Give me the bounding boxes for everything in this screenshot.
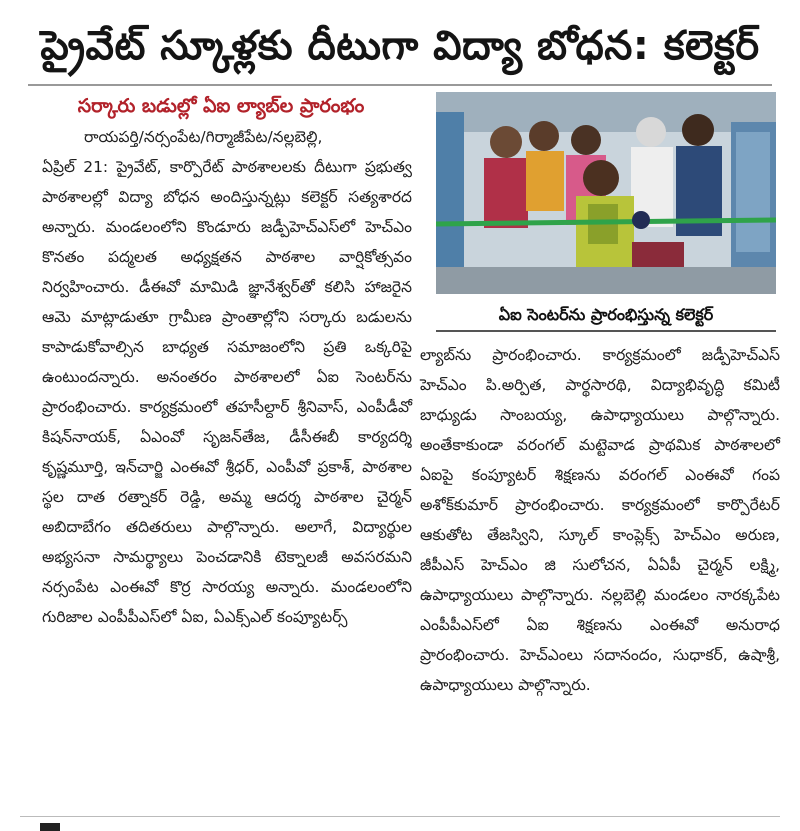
article-column-right <box>420 340 780 700</box>
caption-divider <box>436 330 776 332</box>
article-column-left <box>42 122 412 632</box>
body-text-left: ఏప్రిల్ 21: ప్రైవేట్, కార్పొరేట్ పాఠశాలలకు దీటుగా ప్రభుత్వ పాఠశాలల్లో విద్యా బోధన అందిస్తున్నట్లు కలెక్టర్ సత్యశారద అన్నారు. మండలంలోని కొండూరు జడ్పీహెచ్‌ఎస్‌లో హెచ్‌ఎం కొనతం పద్మలత అధ్యక్షతన పాఠశాల వార్షికోత్సవం నిర్వహించారు. డీఈవో మామిడి జ్ఞానేశ్వర్‌తో కలిసి హాజరైన ఆమె మాట్లాడుతూ గ్రామీణ ప్రాంతాల్లోని సర్కారు బడులను కాపాడుకోవాల్సిన బాధ్యత సమాజంలోని ప్రతి ఒక్కరిపై ఉంటుందన్నారు. అనంతరం పాఠశాలలో ఏఐ సెంటర్‌ను ప్రారంభించారు. కార్యక్రమంలో తహసీల్దార్ శ్రీనివాస్, ఎంపీడీవో కిషన్‌నాయక్, ఏఎంవో సృజన్‌తేజ, డీసీఈబీ కార్యదర్శి కృష్ణమూర్తి, ఇన్‌చార్జి ఎంఈవో శ్రీధర్, ఎంపీవో ప్రకాశ్, పాఠశాల స్థల దాత రత్నాకర్ రెడ్డి, అమ్మ ఆదర్శ పాఠశాల చైర్మన్ అబిదాబేగం తదితరులు పాల్గొన్నారు. అలాగే, విద్యార్థుల అభ్యసనా సామర్థ్యాలు పెంచడానికి టెక్నాలజీ అవసరమని నర్సంపేట ఎంఈవో కొర్ర సారయ్య అన్నారు. మండలంలోని గురిజాల ఎంపీపీఎస్‌లో ఏఐ, ఏఎక్స్‌ఎల్ కంప్యూటర్స్ <box>42 158 412 626</box>
ribbon-cutting-photo <box>436 92 776 294</box>
headline-divider <box>28 84 772 86</box>
next-article-cutoff <box>40 823 60 831</box>
dateline: రాయపర్తి/నర్సంపేట/గిర్మాజీపేట/నల్లబెల్లి, <box>84 128 323 146</box>
bottom-divider <box>20 816 780 817</box>
subheadline: సర్కారు బడుల్లో ఏఐ ల్యాబ్‌ల ప్రారంభం <box>77 95 365 117</box>
headline: ప్రైవేట్ స్కూళ్లకు దీటుగా విద్యా బోధన: కలెక్టర్ <box>40 23 760 69</box>
news-photo <box>436 92 776 294</box>
photo-caption: ఏఐ సెంటర్‌ను ప్రారంభిస్తున్న కలెక్టర్ <box>498 305 714 324</box>
body-text-right: ల్యాబ్‌ను ప్రారంభించారు. కార్యక్రమంలో జడ్పీహెచ్‌ఎస్ హెచ్‌ఎం పి.అర్పిత, పార్థసారథి, విద్యాభివృద్ధి కమిటీ బాధ్యుడు సాంబయ్య, ఉపాధ్యాయులు పాల్గొన్నారు. అంతేకాకుండా వరంగల్ మట్టెవాడ ప్రాథమిక పాఠశాలలో ఏఐపై కంప్యూటర్ శిక్షణను వరంగల్ ఎంఈవో గంప అశోక్‌కుమార్ ప్రారంభించారు. కార్యక్రమంలో కార్పొరేటర్ ఆకుతోట తేజస్విని, స్కూల్ కాంప్లెక్స్ హెచ్‌ఎం అరుణ, జీపీఎస్ హెచ్‌ఎం జి సులోచన, ఏఏపీ చైర్మన్ లక్ష్మి, ఉపాధ్యాయులు పాల్గొన్నారు. నల్లబెల్లి మండలం నారక్కపేట ఎంపీపీఎస్‌లో ఏఐ శిక్షణను ఎంఈవో అనురాధ ప్రారంభించారు. హెచ్‌ఎంలు సదానందం, సుధాకర్, ఉషాశ్రీ, ఉపాధ్యాయులు పాల్గొన్నారు. <box>420 346 780 694</box>
